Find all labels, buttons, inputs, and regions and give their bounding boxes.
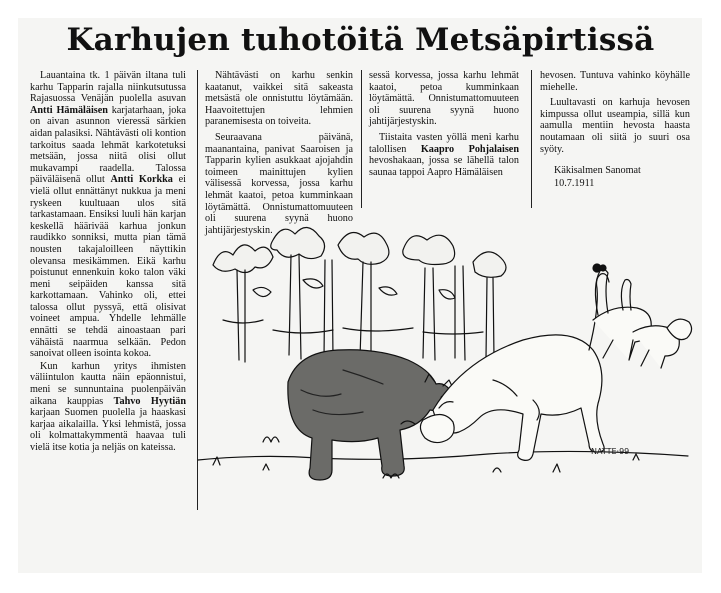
source-date: 10.7.1911 [554,177,595,189]
article-column-1 [30,70,186,510]
person-name: Tahvo Hyytiän [113,395,187,407]
running-cows [593,265,692,368]
illustrator-signature: NATTE·99 [591,447,630,456]
headline: Karhujen tuhotöitä Metsäpirtissä [66,22,655,58]
paragraph: Seuraavana päivänä, maanantaina, panivat Saaroisen ja Tapparin kylien asukkaat ajojahdin toimeen mainittujen kylien välisessä korvessa, jossa karhu lehmät kaatoi, petoa kumminkaan löytämättä. Onnistumattomuuteen oli suurena syynä huono jahtijärjestyskin. [205,131,353,236]
paragraph: sessä korvessa, jossa karhu lehmät kaatoi, petoa kumminkaan löytämättä. Onnistumattomuuteen oli suurena syynä huono jahtijärjestyskin. [369,70,519,128]
person-name: Antti Korkka [110,174,173,186]
forest-trees [213,227,506,362]
text: karjaan Suomen puolella ja haaskasi karjaa aikalailla. Yksi lehmistä, jossa oli kolmattakymmentä haavaa tuli vielä itse kotia ja neljäs on kateissa. [30,407,186,453]
bear-figure [288,350,453,480]
text: Tiistaita vasten yöllä meni karhu talollisen [369,131,519,155]
paragraph [30,70,186,360]
person-name: Kaapro Pohjalaisen [420,143,519,155]
text: hevoshakaan, jossa se lähellä talon saunaa tappoi Aapro Hämäläisen [369,155,519,178]
person-name: Antti Hämäläisen [30,104,108,116]
paragraph: Nähtävästi on karhu senkin kaatanut, vaikkei sitä sakeasta metsästä ole onnistuttu löytämään. Haavoitettujen lehmien paranemisesta on toiveita. [205,70,353,128]
article-column-4 [540,70,690,190]
column-rule [531,70,532,208]
text: karjatarhaan, joka on aivan asunnon vieressä särkien aidan palasiksi. Nähtävästi oli kontion tarkoitus saada lehmät karkotetuksi metsään, jossa niitä olisi ollut mukavampi raadella. Talossa päiväläisenä ollut [30,104,186,186]
source-newspaper: Käkisalmen Sanomat [554,165,641,177]
paragraph: hevosen. Tuntuva vahinko köyhälle miehelle. [540,70,690,93]
article-column-3 [369,70,519,179]
bear-attack-illustration [193,210,693,512]
paragraph [369,132,519,178]
paragraph: Luultavasti on karhuja hevosen kimpussa ollut useampia, sillä kun aamulla mentiin hevosta haasta noutamaan oli siitä jo suuri osa syöty. [540,97,690,155]
text: Kun karhun yritys ihmisten väliintulon kautta näin epäonnistui, meni se sunnuntaina puolenpäivän aikana kauppias [30,360,186,407]
column-rule [361,70,362,208]
text: Lauantaina tk. 1 päivän iltana tuli karhu Tapparin rajalla niinkutsutussa Rajasuossa Venäjän puolella asuvan [30,70,186,105]
paragraph [30,361,186,454]
text: ei vielä ollut ennättänyt nukkua ja meni ryskeen kuultuaan ulos sitä tarkastamaan. Ensiksi luuli hän karjan keskellä häärivää karhua jonkun raudikko sonniksi, mutta pian tämä nousten takajaloilleen näyttikin olevansa mesikämmen. Eikä karhu poistunut ennenkuin koko talon väki meni seipäiden kanssa sitä karkottamaan. Vahinko oli, ettei talossa ollut pyssyä, että olisivat voineet ampua. Yhdelle lehmälle ennätti se tehdä ainoastaan pari vähäistä naarmua selkään. Pedon sanoivat olleen isointa kokoa. [30,174,186,360]
cow-figure [401,264,609,460]
